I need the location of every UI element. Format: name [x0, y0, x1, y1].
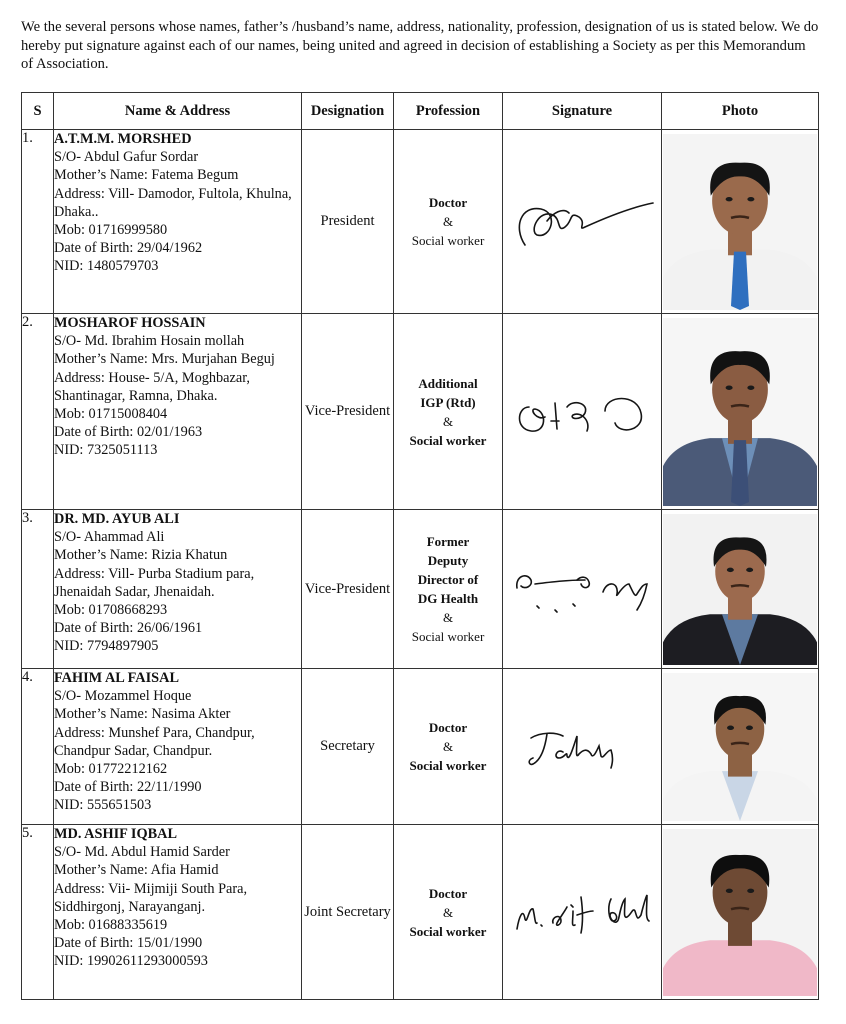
mother-name: Mother’s Name: Nasima Akter	[54, 706, 231, 723]
signature-cell	[503, 825, 662, 1000]
serial-cell: 3.	[22, 510, 54, 669]
mother-name: Mother’s Name: Mrs. Murjahan Beguj	[54, 351, 275, 368]
date-of-birth: Date of Birth: 26/06/1961	[54, 620, 203, 637]
right-eye-shape	[746, 567, 753, 571]
signature-cell	[503, 510, 662, 669]
serial-cell: 1.	[22, 130, 54, 314]
mobile-number: Mob: 01716999580	[54, 222, 168, 239]
name-address-cell	[54, 130, 302, 314]
mouth-shape	[731, 216, 749, 217]
signature-stroke	[577, 897, 593, 933]
handwritten-signature	[507, 187, 657, 257]
right-eye-shape	[747, 385, 754, 389]
member-photo	[663, 829, 817, 996]
mobile-number: Mob: 01715008404	[54, 406, 168, 423]
parent-name: S/O- Abdul Gafur Sordar	[54, 149, 199, 166]
mouth-shape	[731, 405, 749, 406]
mobile-number: Mob: 01772212162	[54, 761, 168, 778]
profession-line: &	[442, 739, 454, 754]
member-name: A.T.M.M. MORSHED	[54, 131, 192, 147]
profession-line: Social worker	[409, 758, 487, 773]
torso-shape	[663, 940, 817, 996]
parent-name: S/O- Md. Abdul Hamid Sarder	[54, 844, 230, 861]
col-header-name-address: Name & Address	[54, 93, 302, 130]
tie-shape	[731, 440, 749, 506]
right-eye-shape	[747, 196, 754, 200]
address-text: Address: House- 5/A, Moghbazar, Shantinagar, Ramna, Dhaka.	[54, 369, 250, 404]
serial-cell: 5.	[22, 825, 54, 1000]
mother-name: Mother’s Name: Fatema Begum	[54, 167, 239, 184]
tie-shape	[731, 251, 749, 309]
name-address-cell	[54, 669, 302, 825]
signature-cell	[503, 130, 662, 314]
address-text: Address: Vill- Purba Stadium para, Jhenaidah Sadar, Jhenaidah.	[54, 565, 255, 600]
serial-cell: 2.	[22, 314, 54, 510]
date-of-birth: Date of Birth: 22/11/1990	[54, 779, 202, 796]
profession-line: Social worker	[411, 233, 485, 248]
table-row	[22, 314, 819, 510]
handwritten-signature	[507, 877, 657, 947]
profession-line: &	[442, 904, 454, 920]
mouth-shape	[731, 907, 749, 908]
serial-cell: 4.	[22, 669, 54, 825]
signature-stroke	[609, 895, 649, 922]
signature-stroke	[529, 734, 547, 764]
date-of-birth: Date of Birth: 02/01/1963	[54, 424, 203, 441]
profession-line: Doctor	[428, 720, 468, 735]
nid-number: NID: 7794897905	[54, 638, 159, 655]
name-address-cell	[54, 510, 302, 669]
signature-stroke	[605, 398, 641, 429]
left-eye-shape	[727, 567, 734, 571]
profession-line: IGP (Rtd)	[420, 394, 476, 410]
profession-line: DG Health	[417, 591, 479, 606]
handwritten-signature	[507, 554, 657, 624]
designation-cell: Joint Secretary	[302, 825, 394, 1000]
profession-cell	[394, 825, 503, 1000]
member-photo	[663, 318, 817, 506]
photo-cell	[662, 510, 819, 669]
profession-line: Social worker	[411, 629, 485, 644]
parent-name: S/O- Ahammad Ali	[54, 529, 165, 546]
signature-stroke	[571, 905, 575, 925]
nid-number: NID: 555651503	[54, 797, 152, 814]
profession-line: Social worker	[409, 432, 487, 448]
signature-stroke	[567, 402, 588, 430]
address-text: Address: Vii- Mijmiji South Para, Siddhirgonj, Narayanganj.	[54, 880, 248, 915]
signature-stroke	[520, 407, 546, 431]
left-eye-shape	[726, 385, 733, 389]
profession-cell	[394, 510, 503, 669]
member-photo	[663, 134, 817, 310]
left-eye-shape	[726, 196, 733, 200]
profession-line: Former	[426, 534, 470, 549]
parent-name: S/O- Md. Ibrahim Hosain mollah	[54, 333, 245, 350]
profession-line: Additional	[418, 375, 478, 391]
signature-stroke	[551, 403, 559, 429]
profession-line: &	[442, 610, 454, 625]
designation-cell: President	[302, 130, 394, 314]
address-text: Address: Vill- Damodor, Fultola, Khulna, Dhaka..	[54, 185, 292, 220]
photo-cell	[662, 825, 819, 1000]
intro-paragraph: We the several persons whose names, father’s /husband’s name, address, nationality, profession, designation of us is stated below. We do hereby put signature against each of our names, being united and agreed in decision of establishing a Society as per this Memorandum of Association.	[21, 19, 819, 72]
profession-cell	[394, 130, 503, 314]
left-eye-shape	[726, 888, 733, 892]
profession-line: Social worker	[409, 923, 487, 939]
signature-stroke	[537, 604, 575, 612]
photo-cell	[662, 314, 819, 510]
parent-name: S/O- Mozammel Hoque	[54, 688, 192, 705]
handwritten-signature	[507, 712, 657, 782]
signature-stroke	[541, 925, 542, 926]
table-header-row	[22, 93, 819, 130]
mouth-shape	[731, 742, 749, 743]
mobile-number: Mob: 01708668293	[54, 602, 168, 619]
signature-stroke	[517, 576, 532, 588]
profession-cell	[394, 669, 503, 825]
address-text: Address: Munshef Para, Chandpur, Chandpur Sadar, Chandpur.	[54, 724, 255, 759]
handwritten-signature	[507, 377, 657, 447]
date-of-birth: Date of Birth: 15/01/1990	[54, 935, 203, 952]
member-photo	[663, 514, 817, 665]
col-header-serial: S	[22, 93, 54, 130]
table-row	[22, 130, 819, 314]
member-name: MD. ASHIF IQBAL	[54, 826, 177, 842]
right-eye-shape	[747, 888, 754, 892]
profession-line: Director of	[417, 572, 479, 587]
member-name: FAHIM AL FAISAL	[54, 670, 179, 686]
profession-cell	[394, 314, 503, 510]
designation-cell: Secretary	[302, 669, 394, 825]
table-row	[22, 669, 819, 825]
signature-stroke	[553, 907, 567, 925]
mouth-shape	[731, 585, 749, 586]
col-header-profession: Profession	[394, 93, 503, 130]
profession-line: Doctor	[428, 885, 468, 901]
name-address-cell	[54, 314, 302, 510]
signature-stroke	[603, 584, 647, 610]
member-photo	[663, 673, 817, 821]
mobile-number: Mob: 01688335619	[54, 917, 168, 934]
signature-stroke	[577, 577, 589, 587]
designation-cell: Vice-President	[302, 314, 394, 510]
mother-name: Mother’s Name: Rizia Khatun	[54, 547, 228, 564]
nid-number: NID: 19902611293000593	[54, 953, 208, 970]
signature-cell	[503, 314, 662, 510]
nid-number: NID: 7325051113	[54, 442, 158, 459]
signature-cell	[503, 669, 662, 825]
col-header-designation: Designation	[302, 93, 394, 130]
signature-stroke	[517, 909, 537, 929]
profession-line: Doctor	[428, 195, 468, 210]
member-name: DR. MD. AYUB ALI	[54, 511, 180, 527]
signature-stroke	[556, 736, 612, 768]
member-name: MOSHAROF HOSSAIN	[54, 315, 206, 331]
photo-cell	[662, 669, 819, 825]
nid-number: NID: 1480579703	[54, 258, 159, 275]
table-row	[22, 825, 819, 1000]
left-eye-shape	[727, 725, 734, 729]
profession-line: Deputy	[427, 553, 469, 568]
profession-line: &	[442, 413, 454, 429]
col-header-photo: Photo	[662, 93, 819, 130]
name-address-cell	[54, 825, 302, 1000]
signature-stroke	[519, 203, 653, 245]
table-row	[22, 510, 819, 669]
col-header-signature: Signature	[503, 93, 662, 130]
date-of-birth: Date of Birth: 29/04/1962	[54, 240, 203, 257]
right-eye-shape	[746, 725, 753, 729]
photo-cell	[662, 130, 819, 314]
designation-cell: Vice-President	[302, 510, 394, 669]
members-table	[21, 92, 819, 1000]
mother-name: Mother’s Name: Afia Hamid	[54, 862, 219, 879]
profession-line: &	[442, 214, 454, 229]
